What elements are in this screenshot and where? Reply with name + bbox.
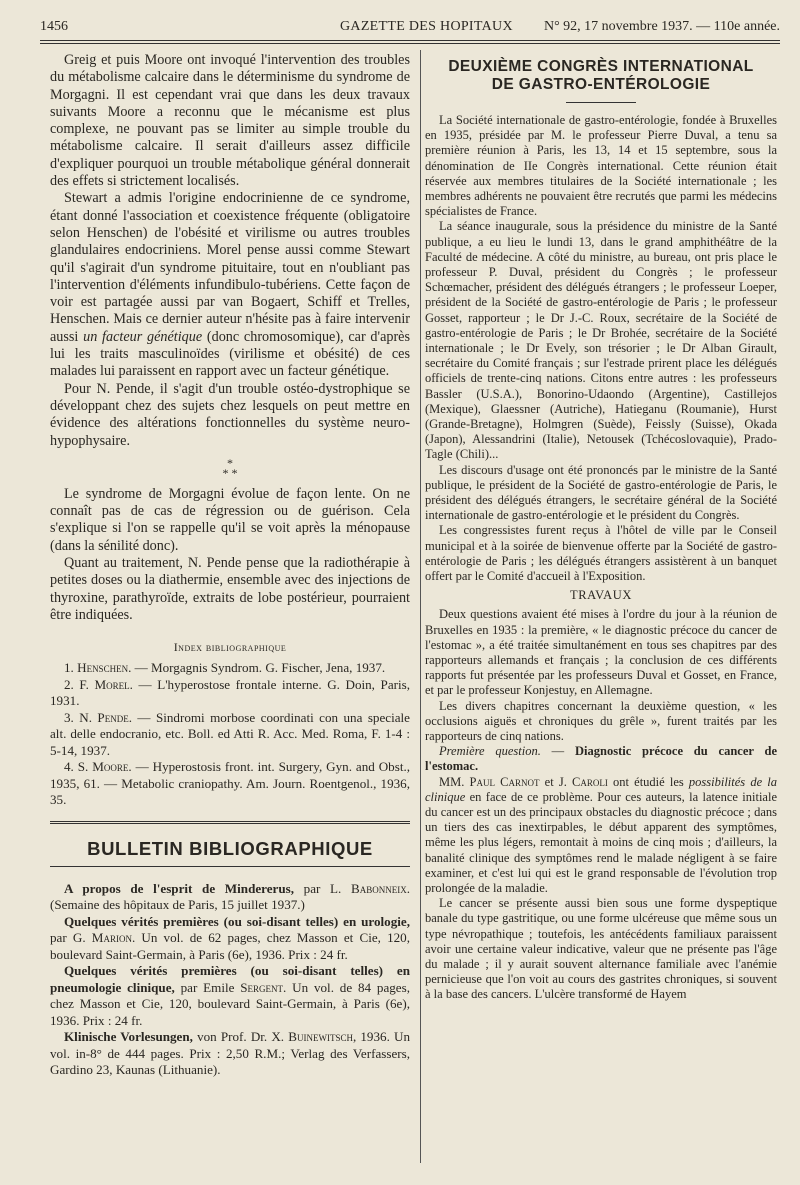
paragraph: Quant au traitement, N. Pende pense que la radiothérapie à petites doses ou la diathermie, ensemble avec des injections de thyroxine, parathyroïde, extraits de lobe postérieur, pourraient être indiquées.	[50, 555, 410, 623]
paragraph: Stewart a admis l'origine endocrinienne de ce syndrome, étant donné l'association et coexistence fréquente (obligatoire selon Henschen) de l'obésité et virilisme ou autres troubles glandulaires endocriniens. Morel pense aussi comme Stewart qu'il s'agirait d'un syndrome pituitaire, tout en n'oubliant pas l'intervention d'éléments infundibulo-tubériens. Cette façon de voir est partagée aussi par van Bogaert, Schiff et Trelles, Henschen. Mais ce dernier auteur n'hésite pas à faire intervenir aussi un facteur génétique (donc chromosomique), car d'après lui les traits masculinoïdes (virilisme et obésité) de ces malades lui paraissent en rapport avec un facteur génétique.	[50, 190, 410, 380]
section-heading-travaux: TRAVAUX	[569, 588, 633, 603]
paragraph: Les divers chapitres concernant la deuxième question, « les occlusions aiguës et chroniques du grêle », furent traités par les rapporteurs de cinq nations.	[425, 698, 777, 743]
reference: 2. F. Morel. — L'hyperostose frontale interne. G. Doin, Paris, 1931.	[50, 676, 411, 709]
paragraph: Les congressistes furent reçus à l'hôtel de ville par le Conseil municipal et à la soirée de bienvenue offerte par la Société de gastro-entérologie de Paris ; les délégués étrangers assistèrent à un banquet offert par le Comité d'accueil à l'Exposition.	[425, 523, 777, 584]
reference: 4. S. Moore. — Hyperostosis front. int. Surgery, Gyn. and Obst., 1935, 61. — Metabolic craniopathy. Am. Journ. Roentgenol., 1936, 35.	[50, 759, 411, 808]
page-header	[40, 16, 780, 38]
paragraph: La séance inaugurale, sous la présidence du ministre de la Santé publique, a eu lieu le lundi 13, dans le grand amphithéâtre de la Faculté de médecine. A côté du ministre, au bureau, ont pris place le professeur P. Duval, président du Congrès ; le professeur Schœmacher, président des délégués étrangers ; le professeur Loeper, président de la Société de gastro-entérologie de Paris ; le professeur Gosset, rapporteur ; le Dr J.-C. Roux, secrétaire de la Société de gastro-entérologie de Paris ; le Dr Brohée, secrétaire de la Société internationale ; le Dr Evely, son trésorier ; le Dr Alban Girault, secrétaire du Comité français ; sur l'estrade prirent place les délégués officiels de trente-cinq nations. Citons entre autres : les professeurs Bassler (U.S.A.), Bonorino-Udaondo (Argentine), Castillejos (Mexique), Glaessner (Autriche), Hatieganu (Roumanie), Hurst (Grande-Bretagne), Holmgren (Suède), Feissly (Suisse), Okada (Japon), Alessandrini (Italie), Netousek (Tchécoslovaquie), Prado-Tagle (Chili)...	[425, 219, 777, 462]
page-number: 1456	[40, 19, 68, 34]
left-column	[50, 52, 410, 1079]
bib-entry: Quelques vérités premières (ou soi-disant telles) en pneumologie clinique, par Emile Sergent. Un vol. de 84 pages, chez Masson et Cie, 120, boulevard Saint-Germain, à Paris (6e), 1936. Prix : 24 fr.	[50, 963, 410, 1028]
question-heading: Première question. — Diagnostic précoce du cancer de l'estomac.	[425, 744, 777, 774]
paragraph: Pour N. Pende, il s'agit d'un trouble ostéo-dystrophique se développant chez des sujets chez lesquels on peut mettre en évidence des altérations fonctionnelles du système neuro-hypophysaire.	[50, 380, 410, 449]
issue-line: N° 92, 17 novembre 1937. — 110e année.	[543, 19, 780, 34]
article-title: DEUXIÈME CONGRÈS INTERNATIONAL DE GASTRO-ENTÉROLOGIE	[448, 58, 754, 93]
journal-title: GAZETTE DES HOPITAUX	[340, 19, 513, 34]
bib-entry: A propos de l'esprit de Mindererus, par L. Babonneix. (Semaine des hôpitaux de Paris, 15 juillet 1937.)	[50, 880, 411, 913]
paragraph: La Société internationale de gastro-entérologie, fondée à Bruxelles en 1935, présidée par M. le professeur Pierre Duval, a tenu sa première réunion à Paris, les 13, 14 et 15 septembre, sous la dénomination de IIe Congrès international. Cette réunion était réservée aux membres titulaires de la Société internationale ; les membres adhérents ne pouvaient être recrutés que parmi les médecins spécialistes de France.	[425, 113, 777, 219]
section-stars: * * *	[222, 455, 238, 480]
right-column	[425, 52, 777, 1003]
bib-entry: Quelques vérités premières (ou soi-disant telles) en urologie, par G. Marion. Un vol. de 62 pages, chez Masson et Cie, 120, boulevard Saint-Germain, à Paris (6e), 1936. Prix : 24 fr.	[50, 913, 410, 962]
reference: 1. Henschen. — Morgagnis Syndrom. G. Fischer, Jena, 1937.	[64, 660, 386, 676]
bib-entry: Klinische Vorlesungen, von Prof. Dr. X. Buinewitsch, 1936. Un vol. in-8° de 444 pages. Prix : 2,50 R.M.; Verlag des Verfassers, Gardino 23, Kaunas (Lithuanie).	[50, 1029, 410, 1078]
header-rule	[40, 40, 780, 44]
index-title: Index bibliographique	[173, 640, 287, 655]
paragraph: Le cancer se présente aussi bien sous une forme dyspeptique banale du type gastritique, ou une forme ulcéreuse que même sous un type névropathique ; toutefois, les antécédents familiaux paraissent avoir une certaine valeur indicative, valeur que ne présente pas l'âge du malade ; il y aurait souvent alternance familiale avec l'anémie pernicieuse que l'on voit au cours des gastrites chroniques, si souvent à la base des cancers. L'ulcère transformé de Hayem	[425, 896, 777, 1002]
column-divider	[420, 50, 421, 1163]
title-rule	[566, 102, 636, 103]
paragraph: Le syndrome de Morgagni évolue de façon lente. On ne connaît pas de cas de régression ou de guérison. Cela s'explique si l'on se rappelle qu'il se voit après la ménopause (dans la sénilité donc).	[50, 485, 410, 554]
section-rule	[50, 821, 410, 824]
paragraph: Deux questions avaient été mises à l'ordre du jour à la réunion de Bruxelles en 1935 : la première, « le diagnostic précoce du cancer de l'estomac », a été traitée simultanément en tous ses chapitres par des rapporteurs allemands et français ; la conclusion de ces différents rapports fut présentée par les professeurs Duval et Gosset, en France, et par le professeur Konjestuy, en Allemagne.	[425, 607, 777, 698]
bulletin-title: BULLETIN BIBLIOGRAPHIQUE	[87, 837, 373, 859]
reference: 3. N. Pende. — Sindromi morbose coordinati con una speciale alt. delle endocranio, etc. Boll. ed Atti R. Acc. Med. Roma, F. 1-4 : 5-14, 1937.	[50, 709, 410, 758]
bulletin-rule	[50, 866, 410, 867]
paragraph: Les discours d'usage ont été prononcés par le ministre de la Santé publique, le président de la Société de gastro-entérologie de Paris, le président des délégués étrangers, le secrétaire général de la Société internationale de gastro-entérologie et le président du Congrès.	[425, 462, 777, 523]
paragraph: Greig et puis Moore ont invoqué l'intervention des troubles du métabolisme calcaire dans le déterminisme du syndrome de Morgagni. Il est cependant vrai que dans les deux travaux suivants Moore a reconnu que le mécanisme est plus complexe, ne pouvant pas se limiter au simple trouble du métabolisme calcaire. Il serait d'ailleurs assez difficile d'expliquer pourquoi un trouble métabolique général donnerait des effets si strictement localisés.	[50, 52, 410, 190]
paragraph: MM. Paul Carnot et J. Caroli ont étudié les possibilités de la clinique en face de ce problème. Pour ces auteurs, la latence initiale du cancer est un des principaux obstacles du diagnostic précoce ; dans un tiers des cas inextirpables, le début apparent des symptômes, même les plus légers, remontait à moins de cinq mois ; d'ailleurs, la banalité clinique des symptômes rend le malade négligent à se faire examiner, et c'est lui qui est le grand responsable de l'évolution trop prolongée de la maladie.	[425, 774, 778, 895]
